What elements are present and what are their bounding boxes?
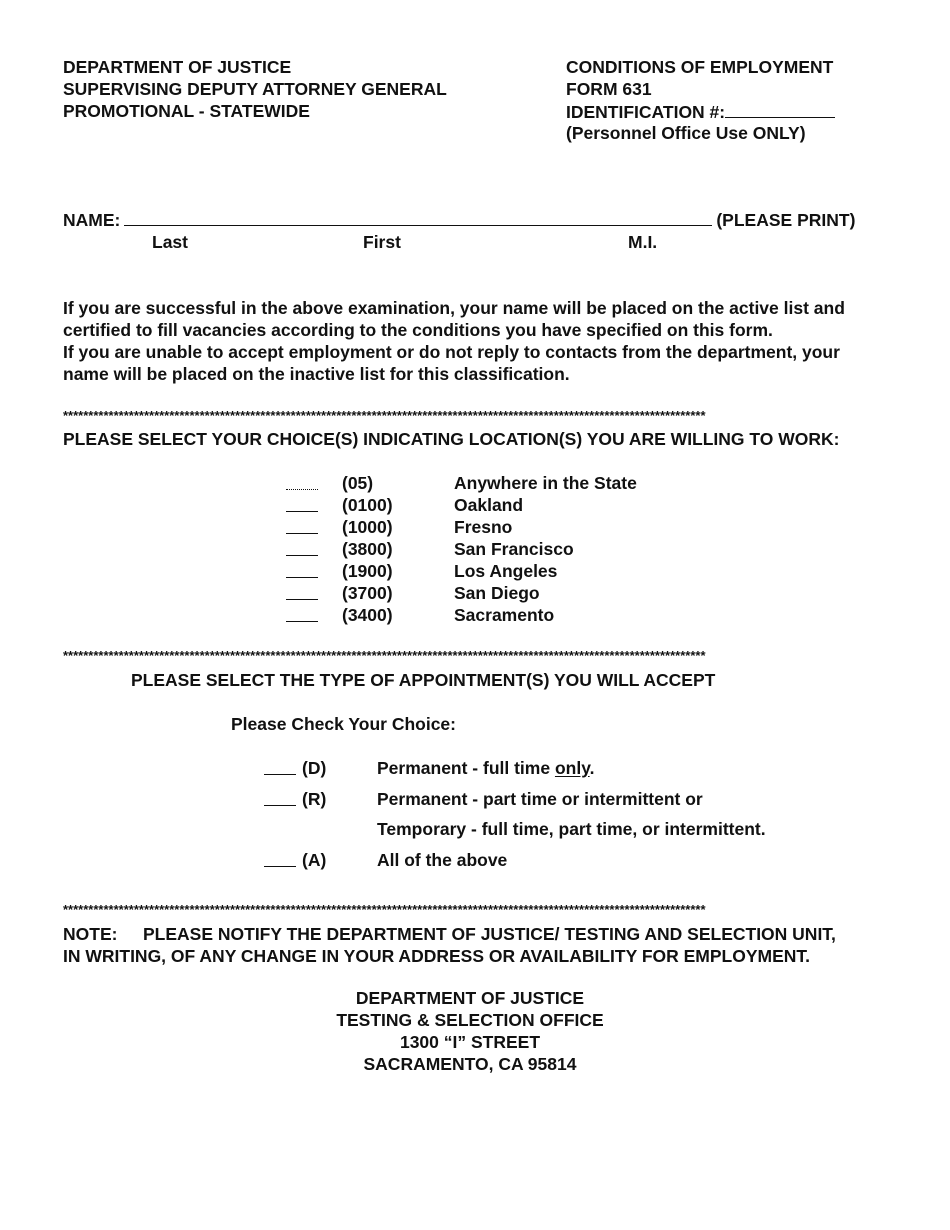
appointment-code: (D) [302,758,327,778]
identification-label: IDENTIFICATION #: [566,102,726,122]
location-name: San Francisco [454,539,574,559]
location-name: San Diego [454,583,540,603]
note-block [63,923,836,967]
location-checkbox[interactable] [286,496,318,512]
intro-line: If you are successful in the above examination, your name will be placed on the active list and [63,298,845,318]
identification-field[interactable] [725,100,835,118]
appointment-checkbox[interactable] [264,790,296,806]
location-code: (3400) [342,605,393,625]
location-name: Fresno [454,517,513,537]
check-choice-label: Please Check Your Choice: [231,714,456,734]
mailing-address [0,987,940,1075]
location-checkbox[interactable] [286,606,318,622]
location-name: Los Angeles [454,561,558,581]
emphasis-only: only [554,758,590,778]
location-checkbox[interactable] [286,518,318,534]
location-code: (3800) [342,539,393,559]
identification-row [566,100,835,122]
location-name: Anywhere in the State [454,473,637,493]
location-code: (1900) [342,561,393,581]
location-checkbox[interactable] [286,474,318,490]
appointment-description: All of the above [377,849,508,870]
appointment-checkbox[interactable] [264,759,296,775]
name-field[interactable] [124,208,712,226]
appointment-code: (R) [302,788,327,809]
appointment-checkbox[interactable] [264,851,296,867]
appointment-description: Permanent - part time or intermittent or [377,788,703,809]
note-line: PLEASE NOTIFY THE DEPARTMENT OF JUSTICE/ TESTING AND SELECTION UNIT, [143,924,836,944]
appointment-description: Temporary - full time, part time, or intermittent. [377,819,766,839]
intro-line: name will be placed on the inactive list for this classification. [63,364,570,384]
first-name-label: First [363,232,401,252]
name-label: NAME: [63,210,121,230]
location-name: Sacramento [454,605,555,625]
agency-header [63,56,447,122]
position-title: SUPERVISING DEPUTY ATTORNEY GENERAL [63,79,447,99]
appointment-heading: PLEASE SELECT THE TYPE OF APPOINTMENT(S) YOU WILL ACCEPT [131,670,716,690]
appointment-period: . [589,758,595,778]
address-line: SACRAMENTO, CA 95814 [363,1054,577,1074]
middle-initial-label: M.I. [628,232,658,252]
name-row [63,208,855,231]
note-line: IN WRITING, OF ANY CHANGE IN YOUR ADDRESS OR AVAILABILITY FOR EMPLOYMENT. [63,946,811,966]
separator: ******************************************************************************************************************************* [63,903,706,917]
last-name-label: Last [152,232,188,252]
location-code: (3700) [342,583,393,603]
separator: ******************************************************************************************************************************* [63,649,706,663]
location-checkbox[interactable] [286,584,318,600]
intro-line: certified to fill vacancies according to the conditions you have specified on this form. [63,320,773,340]
intro-paragraph [63,297,893,385]
intro-line: If you are unable to accept employment or do not reply to contacts from the department, your [63,342,840,362]
print-note: (PLEASE PRINT) [716,210,856,230]
form-header [566,56,835,144]
form-number: FORM 631 [566,79,652,99]
note-label: NOTE: [63,924,118,944]
agency-name: DEPARTMENT OF JUSTICE [63,57,292,77]
location-heading: PLEASE SELECT YOUR CHOICE(S) INDICATING LOCATION(S) YOU ARE WILLING TO WORK: [63,429,840,449]
form-title: CONDITIONS OF EMPLOYMENT [566,57,834,77]
location-checkbox[interactable] [286,562,318,578]
separator: ******************************************************************************************************************************* [63,409,706,423]
location-code: (1000) [342,517,393,537]
location-checkbox[interactable] [286,540,318,556]
address-line: TESTING & SELECTION OFFICE [336,1010,604,1030]
location-name: Oakland [454,495,524,515]
appointment-code: (A) [302,849,327,870]
address-line: DEPARTMENT OF JUSTICE [355,988,585,1008]
address-line: 1300 “I” STREET [399,1032,541,1052]
personnel-note: (Personnel Office Use ONLY) [566,123,806,143]
appointment-description [377,757,595,779]
exam-type: PROMOTIONAL - STATEWIDE [63,101,310,121]
location-code: (0100) [342,495,393,515]
appointment-text: Permanent - full time [377,758,555,778]
location-code: (05) [342,473,374,493]
